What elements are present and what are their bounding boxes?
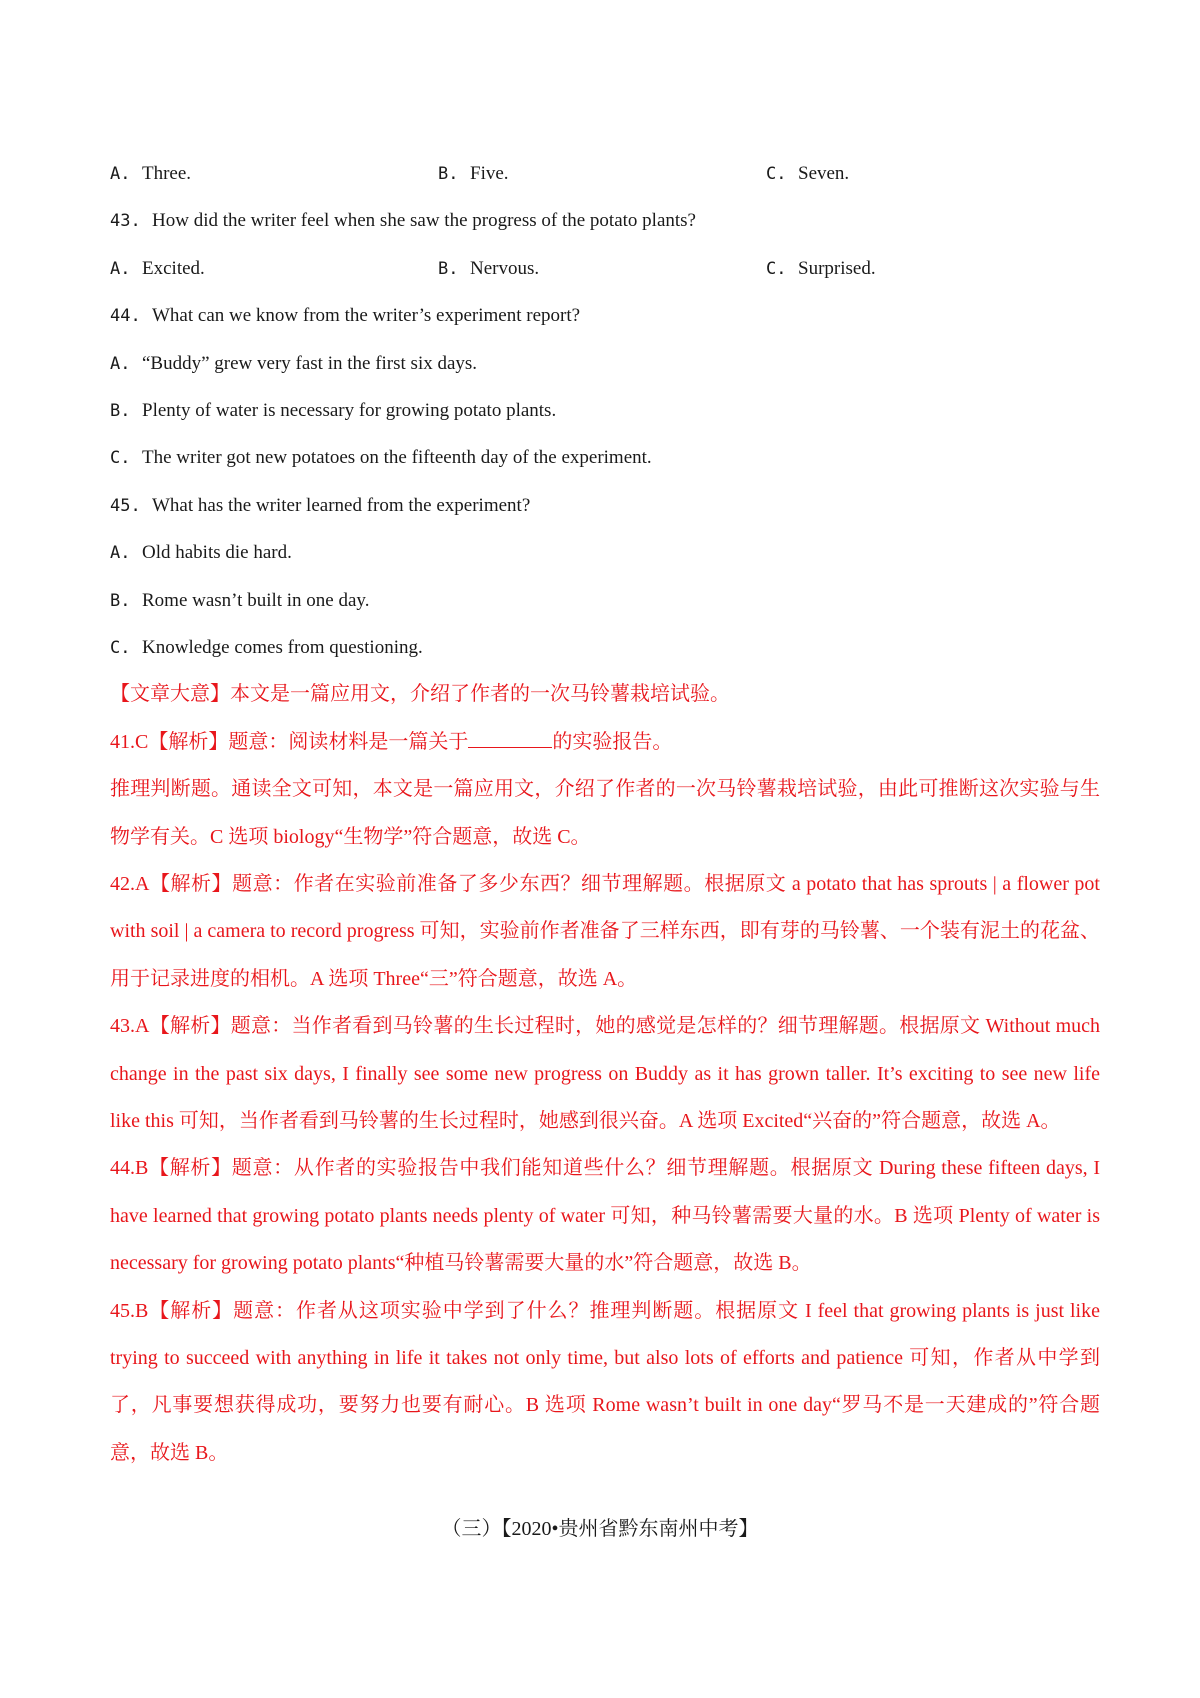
q43-option-a: A. Excited. [110,257,205,279]
q42-options [110,150,1100,197]
answer-44: 44.B【解析】题意：从作者的实验报告中我们能知道些什么？细节理解题。根据原文 During these fifteen days, I have learned that growing potato plants needs plenty of water 可知，种马铃薯需要大量的水。B 选项 Plenty of water is necessary for growing potato plants“种植马铃薯需要大量的水”符合题意，故选 B。 [110,1157,1100,1275]
q45-option-c: C. Knowledge comes from questioning. [110,636,423,658]
fill-in-blank [468,727,552,748]
q42-option-a: A. Three. [110,163,192,184]
q43-question: 43. How did the writer feel when she saw the progress of the potato plants? [110,210,696,232]
q45-option-a: A. Old habits die hard. [110,542,292,564]
article-summary: 【文章大意】本文是一篇应用文，介绍了作者的一次马铃薯栽培试验。 [110,683,730,706]
answer-41-body: 推理判断题。通读全文可知，本文是一篇应用文，介绍了作者的一次马铃薯栽培试验，由此可推断这次实验与生物学有关。C 选项 biology“生物学”符合题意，故选 C。 [110,778,1100,848]
document-page [110,150,1100,1477]
q42-option-b: B. Five. [438,163,509,184]
answer-42: 42.A【解析】题意：作者在实验前准备了多少东西？细节理解题。根据原文 a potato that has sprouts | a flower pot with soil | a camera to record progress 可知，实验前作者准备了三样东西，即有芽的马铃薯、一个装有泥土的花盆、用于记录进度的相机。A 选项 Three“三”符合题意，故选 A。 [110,872,1100,990]
q44-question: 44. What can we know from the writer’s experiment report? [110,305,581,327]
answer-41-title: 41.C【解析】题意：阅读材料是一篇关于 的实验报告。 [110,719,1100,766]
q44-option-c: C. The writer got new potatoes on the fifteenth day of the experiment. [110,447,652,469]
q45-question: 45. What has the writer learned from the experiment? [110,494,531,516]
q45-option-b: B. Rome wasn’t built in one day. [110,589,370,611]
q42-option-c: C. Seven. [766,163,850,184]
q43-options [110,245,1100,292]
q43-option-b: B. Nervous. [438,257,540,279]
answer-43: 43.A【解析】题意：当作者看到马铃薯的生长过程时，她的感觉是怎样的？细节理解题。根据原文 Without much change in the past six days, I finally see some new progress on Buddy as it has grown taller. It’s exciting to see new life like this 可知，当作者看到马铃薯的生长过程时，她感到很兴奋。A 选项 Excited“兴奋的”符合题意，故选 A。 [110,1015,1100,1132]
q44-option-a: A. “Buddy” grew very fast in the first six days. [110,352,478,374]
q43-option-c: C. Surprised. [766,257,876,279]
answer-45: 45.B【解析】题意：作者从这项实验中学到了什么？推理判断题。根据原文 I feel that growing plants is just like trying to succeed with anything in life it takes not only time, but also lots of efforts and patience 可知，作者从中学到了，凡事要想获得成功，要努力也要有耐心。B 选项 Rome wasn’t built in one day“罗马不是一天建成的”符合题意，故选 B。 [110,1299,1100,1464]
section-heading: （三）【2020•贵州省黔东南州中考】 [441,1518,759,1540]
q44-option-b: B. Plenty of water is necessary for growing potato plants. [110,399,557,421]
